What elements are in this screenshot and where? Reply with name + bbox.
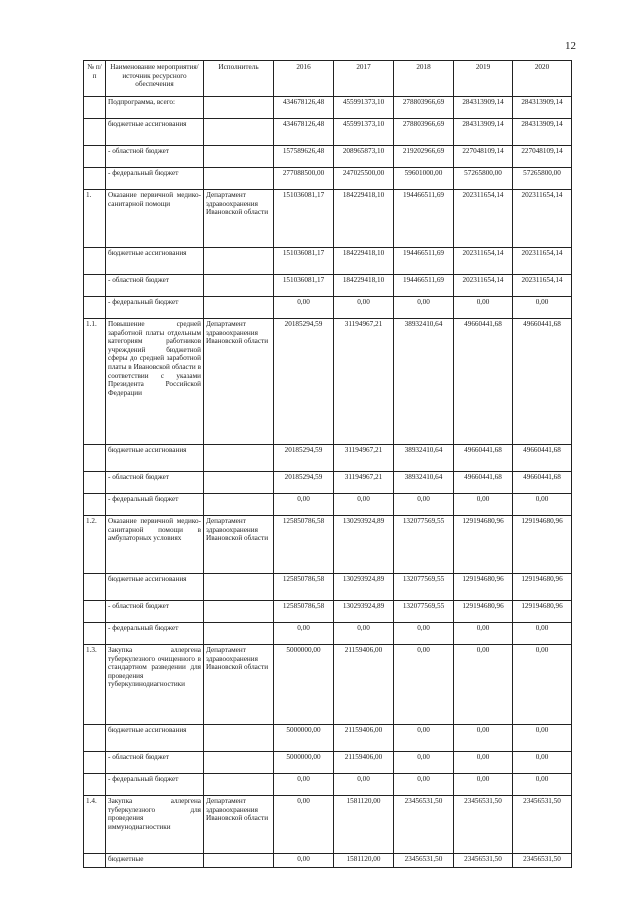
row-value-2020: 0,00 bbox=[513, 725, 572, 752]
row-value-2018: 23456531,50 bbox=[394, 854, 454, 868]
row-value-2020: 202311654,14 bbox=[513, 248, 572, 275]
row-executor bbox=[204, 472, 274, 494]
row-value-2017: 21159406,00 bbox=[334, 645, 394, 725]
row-value-2016: 151036081,17 bbox=[274, 190, 334, 248]
row-value-2017: 184229418,10 bbox=[334, 275, 394, 297]
row-name: Закупка аллергена туберкулезного для проведения иммунодиагностики bbox=[106, 796, 204, 854]
table-row bbox=[84, 97, 572, 119]
row-executor bbox=[204, 275, 274, 297]
row-value-2018: 0,00 bbox=[394, 774, 454, 796]
table-row bbox=[84, 168, 572, 190]
row-name: - федеральный бюджет bbox=[106, 494, 204, 516]
row-value-2020: 49660441,68 bbox=[513, 472, 572, 494]
row-number bbox=[84, 168, 106, 190]
row-value-2019: 284313909,14 bbox=[454, 97, 513, 119]
row-executor: Департамент здравоохранения Ивановской области bbox=[204, 190, 274, 248]
row-number: 1.3. bbox=[84, 645, 106, 725]
row-value-2019: 0,00 bbox=[454, 645, 513, 725]
row-executor: Департамент здравоохранения Ивановской области bbox=[204, 645, 274, 725]
row-number bbox=[84, 275, 106, 297]
row-number bbox=[84, 146, 106, 168]
row-value-2020: 0,00 bbox=[513, 494, 572, 516]
row-executor bbox=[204, 774, 274, 796]
row-value-2016: 434678126,48 bbox=[274, 119, 334, 146]
row-name: - федеральный бюджет bbox=[106, 168, 204, 190]
row-value-2019: 129194680,96 bbox=[454, 516, 513, 574]
row-value-2016: 0,00 bbox=[274, 623, 334, 645]
row-value-2017: 21159406,00 bbox=[334, 725, 394, 752]
row-value-2018: 23456531,50 bbox=[394, 796, 454, 854]
row-value-2018: 38932410,64 bbox=[394, 472, 454, 494]
row-value-2017: 1581120,00 bbox=[334, 854, 394, 868]
row-value-2017: 0,00 bbox=[334, 494, 394, 516]
row-value-2017: 1581120,00 bbox=[334, 796, 394, 854]
row-value-2017: 130293924,89 bbox=[334, 516, 394, 574]
row-value-2016: 277088500,00 bbox=[274, 168, 334, 190]
table-row bbox=[84, 472, 572, 494]
row-value-2017: 21159406,00 bbox=[334, 752, 394, 774]
row-value-2017: 130293924,89 bbox=[334, 574, 394, 601]
row-value-2017: 31194967,21 bbox=[334, 319, 394, 445]
table-row bbox=[84, 297, 572, 319]
row-value-2018: 194466511,69 bbox=[394, 248, 454, 275]
row-value-2018: 38932410,64 bbox=[394, 445, 454, 472]
table-row bbox=[84, 319, 572, 445]
row-value-2019: 0,00 bbox=[454, 297, 513, 319]
row-value-2016: 157589626,48 bbox=[274, 146, 334, 168]
row-name: - федеральный бюджет bbox=[106, 623, 204, 645]
row-value-2020: 129194680,96 bbox=[513, 516, 572, 574]
row-executor bbox=[204, 725, 274, 752]
row-value-2016: 0,00 bbox=[274, 297, 334, 319]
row-value-2019: 49660441,68 bbox=[454, 445, 513, 472]
row-value-2020: 202311654,14 bbox=[513, 190, 572, 248]
row-value-2020: 57265800,00 bbox=[513, 168, 572, 190]
row-value-2018: 219202966,69 bbox=[394, 146, 454, 168]
row-number bbox=[84, 97, 106, 119]
row-name: бюджетные ассигнования bbox=[106, 248, 204, 275]
row-name: - областной бюджет bbox=[106, 146, 204, 168]
row-value-2018: 0,00 bbox=[394, 494, 454, 516]
row-name: Повышение средней заработной платы отдельным категориям работников учреждений бюджетной сферы до средней заработной платы в Ивановской области в соответствии с указами Президента Российской Федерации bbox=[106, 319, 204, 445]
row-value-2016: 20185294,59 bbox=[274, 445, 334, 472]
row-value-2016: 0,00 bbox=[274, 854, 334, 868]
row-value-2020: 284313909,14 bbox=[513, 97, 572, 119]
row-executor bbox=[204, 297, 274, 319]
row-executor bbox=[204, 168, 274, 190]
row-value-2017: 247025500,00 bbox=[334, 168, 394, 190]
row-name: бюджетные ассигнования bbox=[106, 574, 204, 601]
row-value-2019: 202311654,14 bbox=[454, 248, 513, 275]
table-row bbox=[84, 645, 572, 725]
row-value-2016: 125850786,58 bbox=[274, 574, 334, 601]
header-2020: 2020 bbox=[513, 61, 572, 97]
table-row bbox=[84, 752, 572, 774]
row-value-2020: 0,00 bbox=[513, 774, 572, 796]
row-value-2018: 132077569,55 bbox=[394, 601, 454, 623]
row-value-2017: 0,00 bbox=[334, 774, 394, 796]
row-value-2019: 49660441,68 bbox=[454, 319, 513, 445]
table-row bbox=[84, 445, 572, 472]
row-value-2017: 208965873,10 bbox=[334, 146, 394, 168]
row-value-2019: 202311654,14 bbox=[454, 275, 513, 297]
row-value-2019: 23456531,50 bbox=[454, 854, 513, 868]
table-row bbox=[84, 494, 572, 516]
row-value-2018: 0,00 bbox=[394, 752, 454, 774]
row-executor bbox=[204, 623, 274, 645]
row-number bbox=[84, 472, 106, 494]
row-value-2017: 184229418,10 bbox=[334, 190, 394, 248]
row-value-2019: 0,00 bbox=[454, 623, 513, 645]
table-row bbox=[84, 796, 572, 854]
header-2016: 2016 bbox=[274, 61, 334, 97]
row-value-2020: 23456531,50 bbox=[513, 796, 572, 854]
row-value-2018: 0,00 bbox=[394, 645, 454, 725]
row-value-2020: 0,00 bbox=[513, 645, 572, 725]
row-number bbox=[84, 494, 106, 516]
row-executor bbox=[204, 119, 274, 146]
row-number bbox=[84, 445, 106, 472]
row-name: бюджетные ассигнования bbox=[106, 725, 204, 752]
row-value-2020: 129194680,96 bbox=[513, 601, 572, 623]
table-row bbox=[84, 248, 572, 275]
table-row bbox=[84, 725, 572, 752]
row-value-2018: 132077569,55 bbox=[394, 574, 454, 601]
header-2019: 2019 bbox=[454, 61, 513, 97]
row-value-2018: 132077569,55 bbox=[394, 516, 454, 574]
row-value-2019: 0,00 bbox=[454, 494, 513, 516]
row-value-2016: 0,00 bbox=[274, 796, 334, 854]
row-value-2016: 5000000,00 bbox=[274, 645, 334, 725]
row-value-2020: 23456531,50 bbox=[513, 854, 572, 868]
row-value-2020: 0,00 bbox=[513, 623, 572, 645]
row-executor bbox=[204, 97, 274, 119]
row-executor bbox=[204, 752, 274, 774]
row-value-2019: 202311654,14 bbox=[454, 190, 513, 248]
row-value-2020: 0,00 bbox=[513, 752, 572, 774]
row-value-2018: 59601000,00 bbox=[394, 168, 454, 190]
row-name: бюджетные bbox=[106, 854, 204, 868]
table-row bbox=[84, 574, 572, 601]
row-value-2016: 20185294,59 bbox=[274, 319, 334, 445]
row-value-2016: 5000000,00 bbox=[274, 725, 334, 752]
row-number: 1.2. bbox=[84, 516, 106, 574]
header-name: Наименование мероприятия/источник ресурсного обеспечения bbox=[106, 61, 204, 97]
row-value-2017: 455991373,10 bbox=[334, 97, 394, 119]
table-body bbox=[84, 97, 572, 868]
row-number: 1. bbox=[84, 190, 106, 248]
row-value-2016: 20185294,59 bbox=[274, 472, 334, 494]
table-row bbox=[84, 601, 572, 623]
row-value-2019: 0,00 bbox=[454, 725, 513, 752]
table-row bbox=[84, 119, 572, 146]
row-value-2016: 151036081,17 bbox=[274, 275, 334, 297]
row-value-2019: 57265800,00 bbox=[454, 168, 513, 190]
table-row bbox=[84, 190, 572, 248]
row-value-2019: 0,00 bbox=[454, 774, 513, 796]
row-value-2016: 434678126,48 bbox=[274, 97, 334, 119]
row-value-2018: 278803966,69 bbox=[394, 119, 454, 146]
row-number bbox=[84, 119, 106, 146]
row-name: - федеральный бюджет bbox=[106, 297, 204, 319]
row-value-2019: 0,00 bbox=[454, 752, 513, 774]
row-value-2020: 202311654,14 bbox=[513, 275, 572, 297]
row-value-2019: 227048109,14 bbox=[454, 146, 513, 168]
row-value-2017: 184229418,10 bbox=[334, 248, 394, 275]
table-row bbox=[84, 516, 572, 574]
row-value-2020: 284313909,14 bbox=[513, 119, 572, 146]
table-header-row bbox=[84, 61, 572, 97]
row-value-2018: 0,00 bbox=[394, 297, 454, 319]
row-value-2017: 455991373,10 bbox=[334, 119, 394, 146]
table-row bbox=[84, 146, 572, 168]
row-number: 1.4. bbox=[84, 796, 106, 854]
row-name: бюджетные ассигнования bbox=[106, 119, 204, 146]
table-row bbox=[84, 275, 572, 297]
row-executor bbox=[204, 146, 274, 168]
row-value-2016: 151036081,17 bbox=[274, 248, 334, 275]
row-executor bbox=[204, 445, 274, 472]
budget-table bbox=[83, 60, 572, 868]
row-number bbox=[84, 752, 106, 774]
row-value-2017: 0,00 bbox=[334, 623, 394, 645]
row-executor bbox=[204, 248, 274, 275]
row-name: - областной бюджет bbox=[106, 752, 204, 774]
row-value-2016: 0,00 bbox=[274, 494, 334, 516]
header-2017: 2017 bbox=[334, 61, 394, 97]
row-name: Оказание первичной медико-санитарной помощи в амбулаторных условиях bbox=[106, 516, 204, 574]
header-executor: Исполнитель bbox=[204, 61, 274, 97]
row-value-2017: 130293924,89 bbox=[334, 601, 394, 623]
table-row bbox=[84, 774, 572, 796]
table-row bbox=[84, 623, 572, 645]
row-value-2018: 0,00 bbox=[394, 623, 454, 645]
row-number bbox=[84, 725, 106, 752]
row-value-2017: 31194967,21 bbox=[334, 445, 394, 472]
row-executor: Департамент здравоохранения Ивановской области bbox=[204, 516, 274, 574]
row-number bbox=[84, 601, 106, 623]
row-number: 1.1. bbox=[84, 319, 106, 445]
row-number bbox=[84, 854, 106, 868]
row-name: Закупка аллергена туберкулезного очищенного в стандартном разведении для проведения туберкулинодиагностики bbox=[106, 645, 204, 725]
row-value-2018: 278803966,69 bbox=[394, 97, 454, 119]
row-value-2017: 0,00 bbox=[334, 297, 394, 319]
row-value-2018: 38932410,64 bbox=[394, 319, 454, 445]
row-value-2017: 31194967,21 bbox=[334, 472, 394, 494]
row-value-2019: 129194680,96 bbox=[454, 574, 513, 601]
row-executor: Департамент здравоохранения Ивановской области bbox=[204, 319, 274, 445]
row-name: Подпрограмма, всего: bbox=[106, 97, 204, 119]
row-value-2016: 125850786,58 bbox=[274, 601, 334, 623]
row-executor bbox=[204, 854, 274, 868]
row-value-2018: 0,00 bbox=[394, 725, 454, 752]
row-value-2020: 227048109,14 bbox=[513, 146, 572, 168]
row-executor bbox=[204, 601, 274, 623]
row-value-2018: 194466511,69 bbox=[394, 275, 454, 297]
row-executor: Департамент здравоохранения Ивановской области bbox=[204, 796, 274, 854]
row-executor bbox=[204, 494, 274, 516]
row-number bbox=[84, 297, 106, 319]
row-name: - областной бюджет bbox=[106, 601, 204, 623]
row-value-2016: 0,00 bbox=[274, 774, 334, 796]
row-name: бюджетные ассигнования bbox=[106, 445, 204, 472]
row-value-2020: 49660441,68 bbox=[513, 319, 572, 445]
row-value-2019: 284313909,14 bbox=[454, 119, 513, 146]
row-name: - областной бюджет bbox=[106, 275, 204, 297]
row-number bbox=[84, 248, 106, 275]
row-name: - федеральный бюджет bbox=[106, 774, 204, 796]
row-number bbox=[84, 623, 106, 645]
header-num: № п/п bbox=[84, 61, 106, 97]
row-value-2020: 129194680,96 bbox=[513, 574, 572, 601]
row-value-2018: 194466511,69 bbox=[394, 190, 454, 248]
table-row bbox=[84, 854, 572, 868]
row-executor bbox=[204, 574, 274, 601]
header-2018: 2018 bbox=[394, 61, 454, 97]
row-name: - областной бюджет bbox=[106, 472, 204, 494]
row-value-2016: 125850786,58 bbox=[274, 516, 334, 574]
row-value-2020: 0,00 bbox=[513, 297, 572, 319]
row-value-2019: 129194680,96 bbox=[454, 601, 513, 623]
row-value-2019: 23456531,50 bbox=[454, 796, 513, 854]
row-value-2016: 5000000,00 bbox=[274, 752, 334, 774]
row-number bbox=[84, 774, 106, 796]
page-number: 12 bbox=[565, 40, 576, 52]
row-number bbox=[84, 574, 106, 601]
row-name: Оказание первичной медико-санитарной помощи bbox=[106, 190, 204, 248]
row-value-2019: 49660441,68 bbox=[454, 472, 513, 494]
row-value-2020: 49660441,68 bbox=[513, 445, 572, 472]
